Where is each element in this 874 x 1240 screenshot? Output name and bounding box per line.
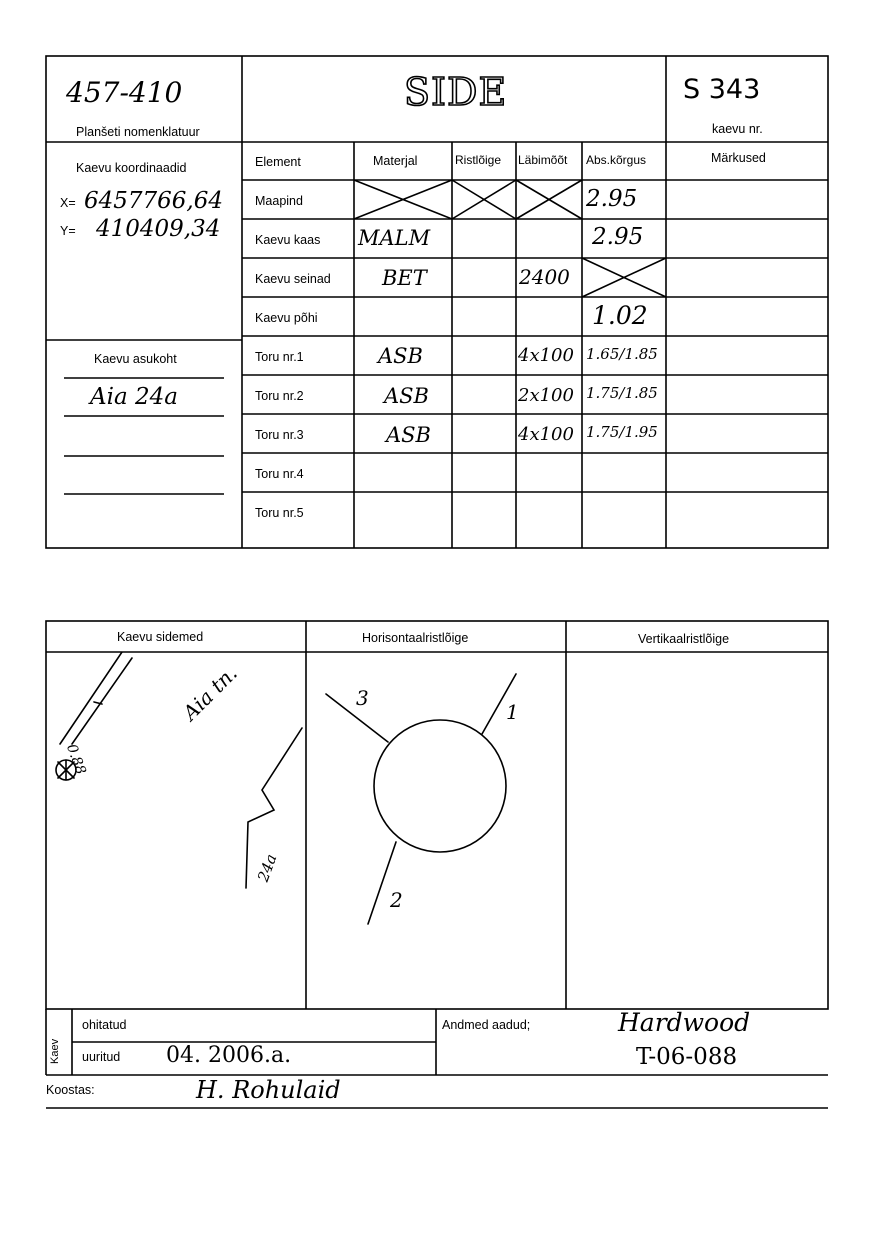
pipe-2-label: 2 — [390, 888, 403, 912]
compiled-label: Koostas: — [46, 1083, 95, 1097]
row-abs: 1.65/1.85 — [586, 345, 658, 363]
row-element: Toru nr.2 — [255, 389, 304, 403]
row-material: MALM — [358, 226, 431, 250]
pipe-1-label: 1 — [506, 700, 519, 724]
y-coordinate: 410409,34 — [96, 216, 221, 242]
row-abs: 1.75/1.85 — [586, 384, 658, 402]
row-element: Kaevu seinad — [255, 272, 331, 286]
row-material: BET — [382, 266, 427, 290]
row-diameter: 4x100 — [518, 424, 574, 445]
header-cross-section: Ristlõige — [455, 153, 502, 167]
pipe-3-label: 3 — [356, 686, 369, 710]
site-sketch — [46, 652, 306, 1009]
row-element: Kaevu põhi — [255, 311, 318, 325]
corrected-label: ohitatud — [82, 1018, 127, 1032]
x-prefix: X= — [60, 196, 76, 210]
data-given-label: Andmed aadud; — [442, 1018, 531, 1032]
header-abs-height: Abs.kõrgus — [586, 153, 647, 167]
form-title: SIDE — [404, 70, 508, 114]
header-vertical-section: Vertikaalristlõige — [638, 632, 730, 646]
plansheet-value: 457-410 — [66, 76, 183, 109]
street-name: Aia tn. — [178, 661, 242, 725]
plansheet-label: Planšeti nomenklatuur — [76, 125, 200, 139]
y-prefix: Y= — [60, 224, 76, 238]
header-element: Element — [255, 155, 301, 169]
street-edge-line — [60, 652, 122, 744]
row-element: Maapind — [255, 194, 303, 208]
data-given-signature: Hardwood — [618, 1008, 751, 1037]
row-element: Toru nr.3 — [255, 428, 304, 442]
row-abs: 1.02 — [592, 301, 648, 330]
coords-label: Kaevu koordinaadid — [76, 161, 187, 175]
location-label: Kaevu asukoht — [94, 352, 177, 366]
row-diameter: 4x100 — [518, 345, 574, 366]
house-number: 24a — [254, 851, 281, 885]
row-material: ASB — [378, 344, 423, 368]
row-diameter: 2x100 — [518, 385, 574, 406]
distance-value: 0.88 — [62, 742, 89, 777]
row-element: Toru nr.5 — [255, 506, 304, 520]
x-coordinate: 6457766,64 — [84, 188, 224, 214]
well-number: S 343 — [683, 74, 761, 105]
row-diameter: 2400 — [519, 265, 570, 289]
measured-date: 04. 2006.a. — [166, 1043, 292, 1068]
row-element: Toru nr.4 — [255, 467, 304, 481]
well-circle — [374, 720, 506, 852]
header-horizontal-section: Horisontaalristlõige — [362, 631, 469, 645]
header-material: Materjal — [373, 154, 418, 168]
row-abs: 1.75/1.95 — [586, 423, 658, 441]
row-abs: 2.95 — [592, 224, 644, 250]
location-value: Aia 24a — [90, 384, 178, 410]
header-remarks: Märkused — [711, 151, 766, 165]
measured-label: uuritud — [82, 1050, 121, 1064]
row-element: Kaevu kaas — [255, 233, 321, 247]
well-number-label: kaevu nr. — [712, 122, 763, 136]
row-abs: 2.95 — [586, 186, 638, 212]
kaev-label: Kaev — [49, 1038, 61, 1064]
row-material: ASB — [386, 423, 431, 447]
street-edge-line — [72, 658, 132, 744]
data-given-code: T-06-088 — [636, 1044, 738, 1070]
header-connections: Kaevu sidemed — [117, 630, 204, 644]
horizontal-section-drawing — [306, 652, 566, 1009]
row-material: ASB — [384, 384, 429, 408]
row-element: Toru nr.1 — [255, 350, 304, 364]
header-diameter: Läbimõõt — [518, 153, 568, 167]
compiled-signature: H. Rohulaid — [196, 1076, 341, 1104]
